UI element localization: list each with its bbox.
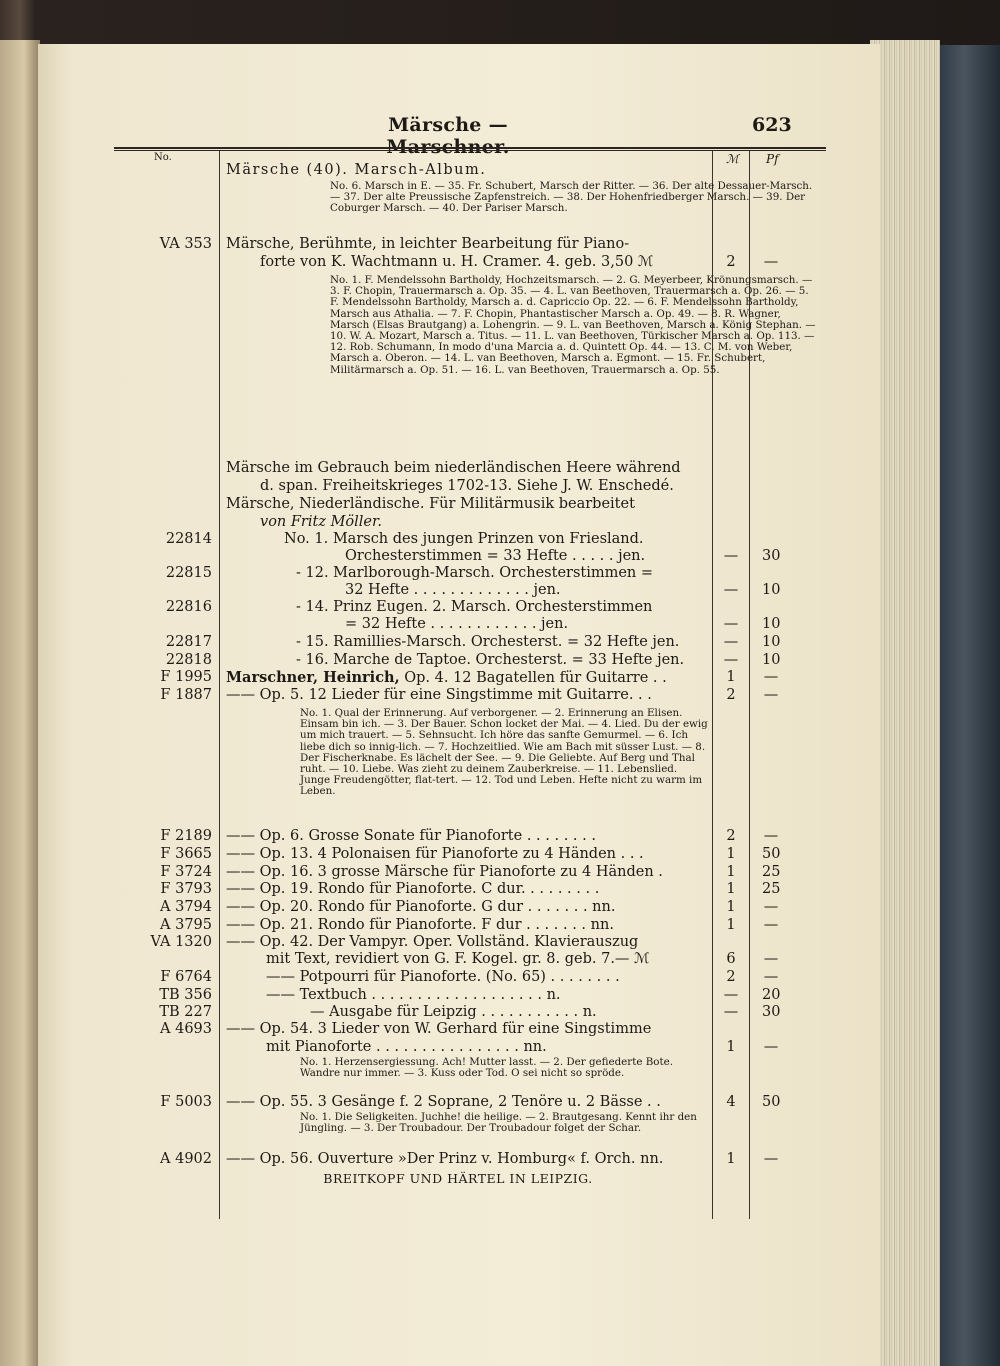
price-pf: — bbox=[763, 969, 779, 985]
catalog-number: 22814 bbox=[165, 531, 212, 547]
price-mark: — bbox=[723, 548, 739, 564]
catalog-number: F 2189 bbox=[160, 828, 212, 844]
entry-line: —— Op. 54. 3 Lieder von W. Gerhard für eine Singstimme bbox=[226, 1021, 652, 1037]
entry-line: - 12. Marlborough-Marsch. Orchesterstimmen = bbox=[296, 565, 654, 581]
price-mark: 4 bbox=[726, 1094, 736, 1110]
price-pf: 25 bbox=[762, 864, 781, 880]
catalog-number: F 1887 bbox=[160, 687, 212, 703]
entry-line: —— Textbuch . . . . . . . . . . . . . . . . . . . n. bbox=[266, 987, 561, 1003]
catalog-number: 22818 bbox=[165, 652, 212, 668]
price-pf: — bbox=[763, 899, 779, 915]
entry-line: - 15. Ramillies-Marsch. Orchesterst. = 32 Hefte jen. bbox=[296, 634, 680, 650]
header-rule-thin bbox=[114, 150, 826, 151]
price-pf: — bbox=[763, 1151, 779, 1167]
price-pf: — bbox=[763, 1039, 779, 1055]
entry-line: Orchesterstimmen = 33 Hefte . . . . . jen. bbox=[345, 548, 646, 564]
book-spine bbox=[940, 45, 1000, 1366]
entry-line: —— Op. 16. 3 grosse Märsche für Pianoforte zu 4 Händen . bbox=[226, 864, 663, 880]
price-pf: 10 bbox=[762, 634, 781, 650]
column-header-mark: ℳ bbox=[726, 152, 739, 166]
header-rule bbox=[114, 147, 826, 149]
catalog-number: A 3795 bbox=[160, 917, 212, 933]
entry-note: No. 1. Die Seligkeiten. Juchhe! die heilige. — 2. Brautgesang. Kennt ihr den Jüngling. — 3. Der Troubadour. Der Troubadour folget der Schar. bbox=[300, 1111, 697, 1135]
price-pf: 25 bbox=[762, 881, 781, 897]
catalog-number: F 6764 bbox=[160, 969, 212, 985]
entry-line: d. span. Freiheitskrieges 1702-13. Siehe J. W. Enschedé. bbox=[260, 478, 674, 494]
entry-line: —— Op. 6. Grosse Sonate für Pianoforte . . . . . . . . bbox=[226, 828, 596, 844]
entry-line: —— Op. 55. 3 Gesänge f. 2 Soprane, 2 Tenöre u. 2 Bässe . . bbox=[226, 1094, 661, 1110]
catalog-number: A 4902 bbox=[160, 1151, 212, 1167]
price-mark: — bbox=[723, 616, 739, 632]
entry-line: —— Op. 56. Ouverture »Der Prinz v. Homburg« f. Orch. nn. bbox=[226, 1151, 664, 1167]
catalog-number: TB 356 bbox=[159, 987, 212, 1003]
catalog-number: F 1995 bbox=[160, 669, 212, 685]
price-pf: 50 bbox=[762, 846, 781, 862]
catalog-number: F 5003 bbox=[160, 1094, 212, 1110]
column-header-pf: Pf bbox=[766, 152, 779, 166]
entry-line: = 32 Hefte . . . . . . . . . . . . jen. bbox=[345, 616, 569, 632]
entry-line: forte von K. Wachtmann u. H. Cramer. 4. geb. 3,50 ℳ bbox=[260, 254, 654, 270]
page-block-edge bbox=[870, 40, 940, 1366]
price-mark: 2 bbox=[726, 687, 736, 703]
price-pf: 20 bbox=[762, 987, 781, 1003]
price-mark: 1 bbox=[726, 1039, 736, 1055]
entry-line: Märsche, Niederländische. Für Militärmusik bearbeitet bbox=[226, 496, 635, 512]
price-mark: 1 bbox=[726, 899, 736, 915]
price-mark: 1 bbox=[726, 881, 736, 897]
catalog-number: VA 353 bbox=[159, 236, 212, 252]
price-pf: — bbox=[763, 917, 779, 933]
left-page-edge bbox=[0, 40, 40, 1366]
price-pf: 30 bbox=[762, 548, 781, 564]
price-pf: 10 bbox=[762, 616, 781, 632]
price-mark: — bbox=[723, 582, 739, 598]
entry-title: Märsche (40). Marsch-Album. bbox=[226, 162, 487, 178]
price-mark: 1 bbox=[726, 917, 736, 933]
price-pf: — bbox=[763, 669, 779, 685]
entry-line: —— Op. 19. Rondo für Pianoforte. C dur. . . . . . . . . bbox=[226, 881, 600, 897]
entry-line: von Fritz Möller. bbox=[260, 514, 382, 530]
price-mark: — bbox=[723, 987, 739, 1003]
entry-note: No. 6. Marsch in E. — 35. Fr. Schubert, Marsch der Ritter. — 36. Der alte Dessauer-Marsch. — 37. Der alte Preussische Zapfenstreich. — 38. Der Hohenfriedberger Marsch. — 39. Der Coburger Marsch. — 40. Der Pariser Marsch. bbox=[330, 180, 813, 215]
price-pf: 10 bbox=[762, 652, 781, 668]
price-mark: 2 bbox=[726, 969, 736, 985]
catalog-number: VA 1320 bbox=[150, 934, 212, 950]
entry-line: - 14. Prinz Eugen. 2. Marsch. Orchesterstimmen bbox=[296, 599, 653, 615]
price-mark: 2 bbox=[726, 828, 736, 844]
entry-line: —— Op. 5. 12 Lieder für eine Singstimme mit Guitarre. . . bbox=[226, 687, 652, 703]
price-pf: 10 bbox=[762, 582, 781, 598]
entry-line: —— Op. 20. Rondo für Pianoforte. G dur . . . . . . . nn. bbox=[226, 899, 616, 915]
entry-note: No. 1. Qual der Erinnerung. Auf verborgener. — 2. Erinnerung an Elisen. Einsam bin ich. — 3. Der Bauer. Schon locket der Mai. — 4. Lied. Du der ewig um mich trauert. — 5. Sehnsucht. Ich höre das sanfte Gemurmel. — 6. Ich liebe dich so innig-lich. — 7. Hochzeitlied. Wie am Bach mit süsser Lust. — 8. Der Fischerknabe. Es lächelt der See. — 9. Die Geliebte. Auf Berg und Thal ruht. — 10. Liebe. Was zieht zu deinem Zauberkreise. — 11. Lebenslied. Junge Freudengötter, flat-tert. — 12. Tod und Leben. Hefte nicht zu warm im Leben. bbox=[300, 707, 708, 798]
price-pf: — bbox=[763, 254, 779, 270]
entry-line: 32 Hefte . . . . . . . . . . . . . jen. bbox=[345, 582, 561, 598]
price-mark: 1 bbox=[726, 864, 736, 880]
entry-line: Märsche im Gebrauch beim niederländischen Heere während bbox=[226, 460, 681, 476]
price-mark: 1 bbox=[726, 846, 736, 862]
composer-name: Marschner, Heinrich, bbox=[226, 669, 400, 686]
entry-line: —— Op. 42. Der Vampyr. Oper. Vollständ. Klavierauszug bbox=[226, 934, 639, 950]
price-mark: 2 bbox=[726, 254, 736, 270]
price-mark: 1 bbox=[726, 1151, 736, 1167]
entry-note: No. 1. F. Mendelssohn Bartholdy, Hochzeitsmarsch. — 2. G. Meyerbeer, Krönungsmarsch. — 3. F. Chopin, Trauermarsch a. Op. 35. — 4. L. van Beethoven, Trauermarsch a. Op. 26. — 5. F. Mendelssohn Bartholdy, Marsch a. d. Capriccio Op. 22. — 6. F. Mendelssohn Bartholdy, Marsch aus Athalia. — 7. F. Chopin, Phantastischer Marsch a. Op. 49. — 8. R. Wagner, Marsch (Elsas Brautgang) a. Lohengrin. — 9. L. van Beethoven, Marsch a. König Stephan. — 10. W. A. Mozart, Marsch a. Titus. — 11. L. van Beethoven, Türkischer Marsch a. Op. 113. — 12. Rob. Schumann, In modo d'una Marcia a. d. Quintett Op. 44. — 13. C. M. von Weber, Marsch a. Oberon. — 14. L. van Beethoven, Marsch a. Egmont. — 15. Fr. Schubert, Militärmarsch a. Op. 51. — 16. L. van Beethoven, Trauermarsch a. Op. 55. bbox=[330, 274, 816, 376]
entry-line: mit Text, revidiert von G. F. Kogel. gr. 8. geb. 7.— ℳ bbox=[266, 951, 650, 967]
entry-line: —— Potpourri für Pianoforte. (No. 65) . . . . . . . . bbox=[266, 969, 620, 985]
column-header-no: No. bbox=[154, 152, 172, 163]
entry-line: - 16. Marche de Taptoe. Orchesterst. = 33 Hefte jen. bbox=[296, 652, 685, 668]
entry-line: mit Pianoforte . . . . . . . . . . . . . . . . nn. bbox=[266, 1039, 547, 1055]
entry-line: — Ausgabe für Leipzig . . . . . . . . . . . n. bbox=[310, 1004, 597, 1020]
price-mark: 6 bbox=[726, 951, 736, 967]
catalog-number: A 3794 bbox=[160, 899, 212, 915]
catalog-page bbox=[38, 44, 880, 1366]
catalog-number: 22815 bbox=[165, 565, 212, 581]
catalog-number: TB 227 bbox=[159, 1004, 212, 1020]
entry-note: No. 1. Herzensergiessung. Ach! Mutter lasst. — 2. Der gefiederte Bote. Wandre nur immer. — 3. Kuss oder Tod. O sei nicht so spröde. bbox=[300, 1056, 673, 1080]
entry-line: —— Op. 21. Rondo für Pianoforte. F dur . . . . . . . nn. bbox=[226, 917, 614, 933]
price-mark: — bbox=[723, 652, 739, 668]
catalog-number: A 4693 bbox=[160, 1021, 212, 1037]
price-mark: — bbox=[723, 1004, 739, 1020]
entry-line: Märsche, Berühmte, in leichter Bearbeitung für Piano- bbox=[226, 236, 630, 252]
catalog-number: 22817 bbox=[165, 634, 212, 650]
column-divider-no bbox=[219, 151, 220, 1219]
price-pf: — bbox=[763, 828, 779, 844]
price-pf: — bbox=[763, 951, 779, 967]
catalog-number: F 3665 bbox=[160, 846, 212, 862]
price-mark: — bbox=[723, 634, 739, 650]
catalog-number: F 3793 bbox=[160, 881, 212, 897]
publisher-footer: BREITKOPF UND HÄRTEL IN LEIPZIG. bbox=[323, 1171, 593, 1186]
entry-line: No. 1. Marsch des jungen Prinzen von Friesland. bbox=[284, 531, 644, 547]
price-mark: 1 bbox=[726, 669, 736, 685]
entry-line: —— Op. 13. 4 Polonaisen für Pianoforte zu 4 Händen . . . bbox=[226, 846, 644, 862]
page-title: Märsche — bbox=[388, 114, 508, 136]
catalog-number: 22816 bbox=[165, 599, 212, 615]
page-number: 623 bbox=[752, 114, 792, 136]
price-pf: 30 bbox=[762, 1004, 781, 1020]
price-pf: — bbox=[763, 687, 779, 703]
entry-line: Marschner, Heinrich, Op. 4. 12 Bagatellen für Guitarre . . bbox=[226, 669, 667, 686]
price-pf: 50 bbox=[762, 1094, 781, 1110]
catalog-number: F 3724 bbox=[160, 864, 212, 880]
